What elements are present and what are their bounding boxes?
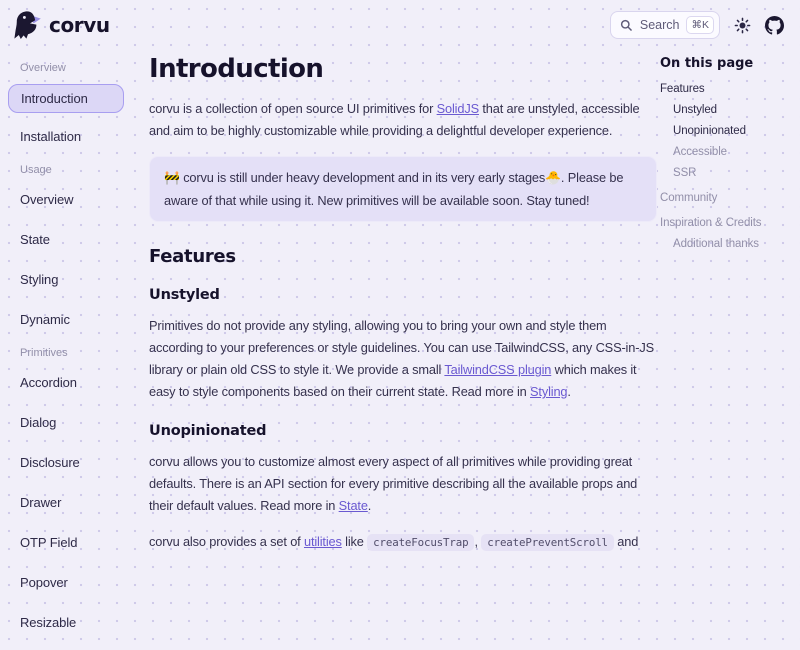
sidebar-item-dynamic[interactable]: Dynamic <box>20 312 70 327</box>
toc-item-community[interactable]: Community <box>660 192 718 204</box>
top-header <box>0 0 800 44</box>
unstyled-paragraph: Primitives do not provide any styling, allowing you to bring your own and style them according to your preferences or style guidelines. You can use TailwindCSS, any CSS-in-JS library or plain old CSS to style it. We provide a small TailwindCSS plugin which makes it easy to style components based on their current state. Read more in Styling. <box>149 318 654 400</box>
inline-link[interactable]: Styling <box>530 384 568 400</box>
inline-link[interactable]: TailwindCSS plugin <box>444 362 552 378</box>
unopinionated-paragraph: corvu allows you to customize almost every aspect of all primitives while providing great defaults. There is an API section for every primitive describing all the available props and their default values. Read more in State. <box>149 454 638 514</box>
search-shortcut-badge: ⌘K <box>686 16 714 34</box>
magnifier-icon <box>620 19 633 32</box>
sidebar-nav <box>20 56 145 650</box>
sidebar-group-usage <box>20 164 145 333</box>
sidebar-group-primitives <box>20 347 145 636</box>
sidebar-item-installation[interactable]: Installation <box>20 129 81 144</box>
toc-item-additional-thanks[interactable]: Additional thanks <box>673 238 759 250</box>
search-label: Search <box>639 18 680 32</box>
crow-logo-icon <box>12 9 44 41</box>
toc-item-features[interactable]: Features <box>660 83 705 95</box>
toc-item-ssr[interactable]: SSR <box>673 167 697 179</box>
features-heading: Features <box>149 246 236 268</box>
inline-code: createFocusTrap <box>367 534 474 551</box>
github-link-button[interactable] <box>765 16 784 35</box>
sidebar-item-styling[interactable]: Styling <box>20 272 59 287</box>
inline-link[interactable]: State <box>338 498 368 514</box>
sidebar-item-dialog[interactable]: Dialog <box>20 415 57 430</box>
sidebar-item-overview[interactable]: Overview <box>20 192 74 207</box>
toc-item-unstyled[interactable]: Unstyled <box>673 104 717 116</box>
sidebar-item-introduction[interactable]: Introduction <box>8 84 124 113</box>
sidebar-group-label: Usage <box>20 164 52 176</box>
github-icon <box>765 16 784 35</box>
unstyled-heading: Unstyled <box>149 287 220 304</box>
theme-toggle-button[interactable] <box>734 17 751 34</box>
toc-title: On this page <box>660 56 754 71</box>
sidebar-item-state[interactable]: State <box>20 232 50 247</box>
utilities-paragraph: corvu also provides a set of utilities like createFocusTrap , createPreventScroll and <box>149 534 639 550</box>
inline-link[interactable]: SolidJS <box>436 101 479 116</box>
sidebar-item-drawer[interactable]: Drawer <box>20 495 62 510</box>
header-actions <box>610 11 784 39</box>
toc-item-inspiration-credits[interactable]: Inspiration & Credits <box>660 217 762 229</box>
main-content <box>149 54 657 567</box>
intro-paragraph: corvu is a collection of open source UI primitives for SolidJS that are unstyled, accessible and aim to be highly customizable while providing a delightful developer experience. <box>149 101 640 138</box>
inline-link[interactable]: utilities <box>303 534 342 550</box>
page-title: Introduction <box>149 54 324 84</box>
toc-item-unopinionated[interactable]: Unopinionated <box>673 125 746 137</box>
sidebar-item-otp-field[interactable]: OTP Field <box>20 535 78 550</box>
sidebar-item-disclosure[interactable]: Disclosure <box>20 455 80 470</box>
unopinionated-heading: Unopinionated <box>149 423 267 440</box>
sidebar-item-popover[interactable]: Popover <box>20 575 68 590</box>
sidebar-group-label: Primitives <box>20 347 68 359</box>
sidebar-group-label: Overview <box>20 62 66 74</box>
development-callout: 🚧 corvu is still under heavy development and in its very early stages🐣. Please be aware of that while using it. New primitives will be available soon. Stay tuned! <box>149 156 657 222</box>
toc-item-accessible[interactable]: Accessible <box>673 146 727 158</box>
brand-logo-link[interactable] <box>12 9 110 41</box>
inline-code: createPreventScroll <box>481 534 614 551</box>
sun-icon <box>734 17 751 34</box>
sidebar-item-resizable[interactable]: Resizable <box>20 615 77 630</box>
on-this-page-panel <box>660 56 792 259</box>
search-button[interactable] <box>610 11 720 39</box>
brand-name: corvu <box>49 13 110 37</box>
sidebar-group-overview <box>20 62 145 150</box>
sidebar-item-accordion[interactable]: Accordion <box>20 375 77 390</box>
